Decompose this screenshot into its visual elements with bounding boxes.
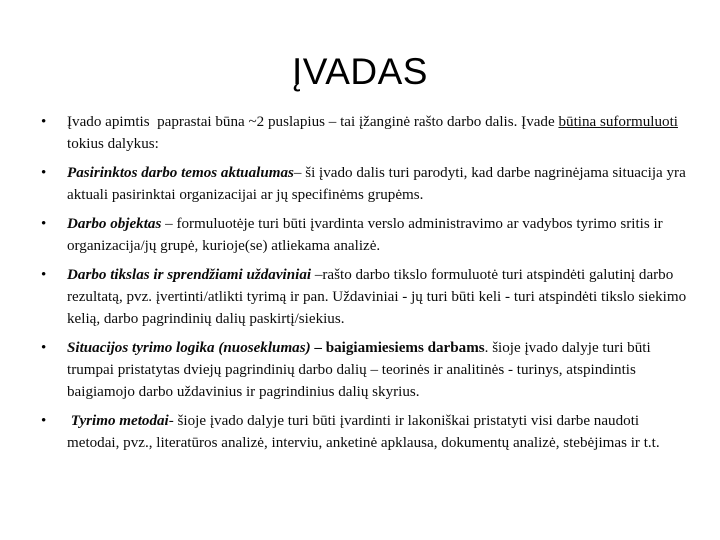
bullet-text: – formuluotėje turi būti įvardinta verslo administravimo ar vadybos tyrimo sritis ir organizacija/jų grupė, kurioje(se) atliekama analizė. <box>67 216 667 254</box>
bullet-dot-icon: • <box>41 165 47 181</box>
bullet-lead-term: Situacijos tyrimo logika (nuoseklumas) <box>67 340 311 356</box>
bullet-dot-icon: • <box>41 216 47 232</box>
bullet-emphasis: – baigiamiesiems darbams <box>310 340 485 356</box>
page-title: ĮVADAS <box>292 50 428 92</box>
bullet-text: tokius dalykus: <box>67 114 682 152</box>
bullet-lead-term: Darbo tikslas ir sprendžiami uždaviniai <box>67 267 312 283</box>
bullet-text: – ši įvado dalis turi parodyti, kad darbe nagrinėjama situacija yra aktuali pasirinktai organizacijai ar jų specifinėms grupėms. <box>67 165 690 203</box>
bullet-text: –rašto darbo tikslo formuluotė turi atspindėti galutinį darbo rezultatą, pvz. įvertinti/atlikti tyrimą ir pan. Uždaviniai - jų turi būti keli - turi atspindėti tikslo siekimo kelią, darbo pagrindinių dalių paskirtį/siekius. <box>67 267 690 327</box>
list-item <box>38 162 693 206</box>
bullet-list <box>38 111 693 454</box>
bullet-text: Įvado apimtis paprastai būna ~2 puslapius – tai įžanginė rašto darbo dalis. Įvade <box>67 114 559 130</box>
bullet-lead-term: Darbo objektas <box>67 216 162 232</box>
list-item <box>38 111 693 155</box>
list-item <box>38 264 693 330</box>
slide-body <box>38 111 693 454</box>
list-item <box>38 410 693 454</box>
list-item <box>38 337 693 403</box>
bullet-text: . šioje įvado dalyje turi būti trumpai pristatytas dviejų pagrindinių darbo dalių – teorinės ir analitinės - turinys, atspindintis baigiamojo darbo uždavinius ir pagrindinius dalių skyrius. <box>67 340 655 400</box>
bullet-dot-icon: • <box>41 114 47 130</box>
bullet-dot-icon: • <box>41 267 47 283</box>
bullet-lead-term: Tyrimo metodai <box>67 413 169 429</box>
bullet-lead-term: Pasirinktos darbo temos aktualumas <box>67 165 294 181</box>
list-item <box>38 213 693 257</box>
bullet-dot-icon: • <box>41 413 47 429</box>
bullet-underlined-text: būtina suformuluoti <box>558 114 678 130</box>
bullet-text: - šioje įvado dalyje turi būti įvardinti ir lakoniškai pristatyti visi darbe naudoti metodai, pvz., literatūros analizė, interviu, anketinė apklausa, dokumentų analizė, stebėjimas ir t.t. <box>67 413 660 451</box>
bullet-dot-icon: • <box>41 340 47 356</box>
